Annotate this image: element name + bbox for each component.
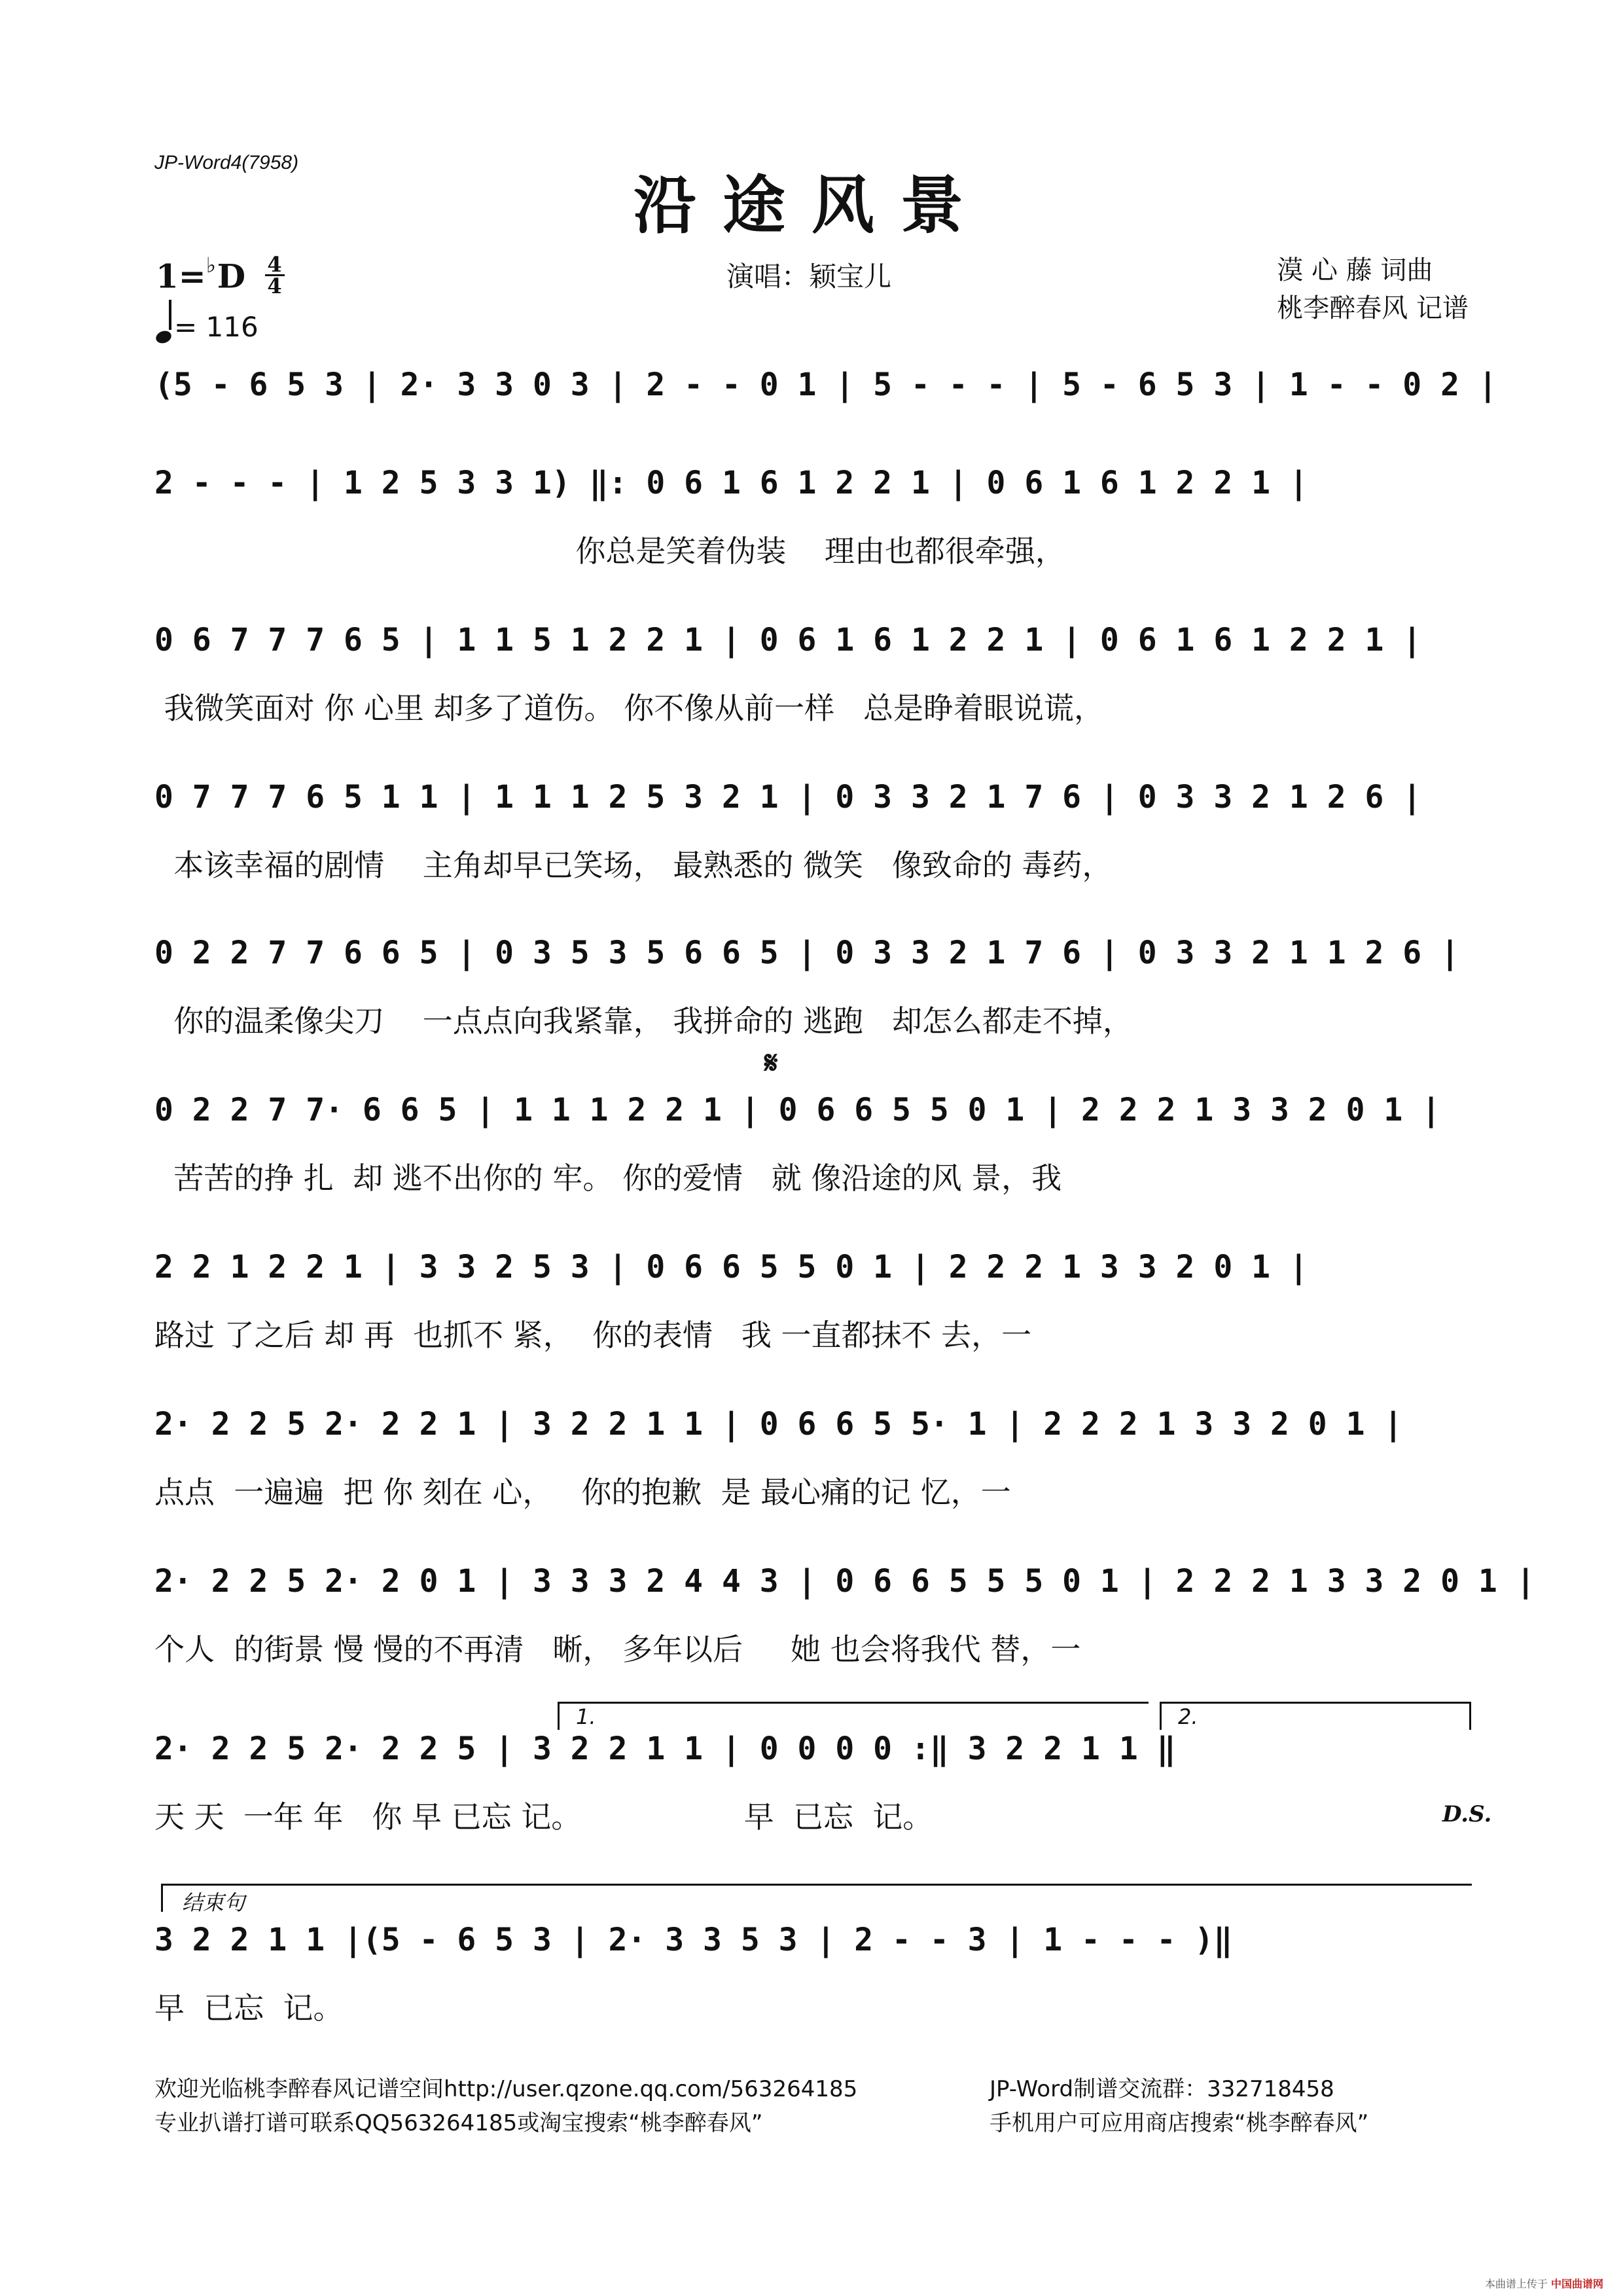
notation-line: 2· 2 2 5 2· 2 0 1 | 3 3 3 2 4 4 3 | 0 6 6 5 5 5 0 1 | 2 2 2 1 3 3 2 0 1 | [154,1563,1535,1600]
dal-segno-mark: D.S. [1442,1801,1492,1827]
score-system-11 [154,1922,1478,2028]
score-system-4 [154,779,1478,885]
singer: 演唱：颖宝儿 [726,260,892,293]
notation-line: 0 7 7 7 6 5 1 1 | 1 1 1 2 5 3 2 1 | 0 3 3 2 1 7 6 | 0 3 3 2 1 2 6 | [154,779,1422,816]
lyric-line: 天 天 一年 年 你 早 已忘 记。 早 已忘 记。 [154,1799,933,1835]
notation-line: 2 - - - | 1 2 5 3 3 1) ‖: 0 6 1 6 1 2 2 1 | 0 6 1 6 1 2 2 1 | [154,465,1308,501]
ending-bracket-2 [1160,1702,1471,1730]
note-stem-icon [169,300,171,330]
lyric-line: 我微笑面对 你 心里 却多了道伤。 你不像从前一样 总是睁着眼说谎， [154,691,1104,726]
lyric-line: 点点 一遍遍 把 你 刻在 心， 你的抱歉 是 最心痛的记 忆，一 [154,1475,1011,1510]
score-system-6 [154,1092,1478,1198]
notation-line: 2· 2 2 5 2· 2 2 1 | 3 2 2 1 1 | 0 6 6 5 5· 1 | 2 2 2 1 3 3 2 0 1 | [154,1406,1403,1443]
score-system-8 [154,1406,1478,1512]
key-note: D [217,257,246,296]
score-system-9 [154,1563,1535,1669]
lyric-line: 你的温柔像尖刀 一点点向我紧靠， 我拼命的 逃跑 却怎么都走不掉， [154,1003,1133,1039]
quarter-note-icon [154,329,173,345]
transcriber: 桃李醉春风 记谱 [1277,293,1469,323]
time-signature [265,252,285,299]
footer-website: 欢迎光临桃李醉春风记谱空间http://user.qzone.qq.com/563264185 [154,2076,858,2102]
footer-left [154,2072,857,2140]
time-bottom: 4 [267,274,282,299]
notation-line: 3 2 2 1 1 |(5 - 6 5 3 | 2· 3 3 5 3 | 2 - - 3 | 1 - - - )‖ [154,1922,1233,1958]
score-system-5 [154,935,1478,1041]
score-system-2 [154,465,1478,571]
ending-phrase-bracket [161,1884,1472,1912]
flat-sign: ♭ [205,253,216,278]
notation-line: (5 - 6 5 3 | 2· 3 3 0 3 | 2 - - 0 1 | 5 - - - | 5 - 6 5 3 | 1 - - 0 2 | [154,367,1497,403]
lyric-line: 个人 的街景 慢 慢的不再清 晰， 多年以后 她 也会将我代 替，一 [154,1632,1081,1667]
notation-line: 0 2 2 7 7· 6 6 5 | 1 1 1 2 2 1 | 0 6 6 5 5 0 1 | 2 2 2 1 3 3 2 0 1 | [154,1092,1441,1128]
software-version: JP-Word4(7958) [154,152,299,173]
credits [1277,251,1469,327]
watermark-brand: 中国曲谱网 [1550,2278,1603,2290]
lyric-line: 你总是笑着伪装 理由也都很牵强， [154,533,1065,569]
score-system-3 [154,622,1478,728]
notation-line: 2· 2 2 5 2· 2 2 5 | 3 2 2 1 1 | 0 0 0 0 :‖ 3 2 2 1 1 ‖ [154,1731,1176,1767]
footer-contact: 专业扒谱打谱可联系QQ563264185或淘宝搜索“桃李醉春风” [154,2110,763,2136]
time-top: 4 [267,252,282,278]
lyric-line: 苦苦的挣 扎 却 逃不出你的 牢。 你的爱情 就 像沿途的风 景，我 [154,1160,1062,1196]
key-signature [156,252,285,300]
key-prefix: 1= [156,257,206,296]
footer-app: 手机用户可应用商店搜索“桃李醉春风” [990,2110,1369,2136]
ending-bracket-1 [558,1702,1149,1730]
ending-label-2: 2. [1178,1704,1198,1729]
notation-line: 2 2 1 2 2 1 | 3 3 2 5 3 | 0 6 6 5 5 0 1 | 2 2 2 1 3 3 2 0 1 | [154,1249,1308,1285]
notation-line: 0 2 2 7 7 6 6 5 | 0 3 5 3 5 6 6 5 | 0 3 3 2 1 7 6 | 0 3 3 2 1 1 2 6 | [154,935,1459,971]
lyric-line: 早 已忘 记。 [154,1990,344,2026]
composer: 漠 心 藤 词曲 [1277,255,1433,285]
segno-sign: 𝄋 [764,1045,778,1081]
tempo-value: = 116 [174,311,259,343]
lyric-line: 路过 了之后 却 再 也抓不 紧， 你的表情 我 一直都抹不 去，一 [154,1318,1032,1353]
lyric-line: 本该幸福的剧情 主角却早已笑场， 最熟悉的 微笑 像致命的 毒药， [154,848,1113,883]
watermark-text: 本曲谱上传于 [1484,2278,1548,2290]
footer-group: JP-Word制谱交流群：332718458 [990,2076,1334,2102]
tempo-marking [156,306,259,343]
score-system-1 [154,367,1497,429]
score-system-10 [154,1731,1478,1837]
ending-label-1: 1. [576,1704,596,1729]
notation-line: 0 6 7 7 7 6 5 | 1 1 5 1 2 2 1 | 0 6 1 6 1 2 2 1 | 0 6 1 6 1 2 2 1 | [154,622,1422,658]
score-system-7 [154,1249,1478,1355]
song-title: 沿途风景 [633,168,990,242]
upload-watermark [1485,2276,1603,2291]
ending-phrase-label: 结束句 [182,1890,245,1915]
footer-right [990,2072,1368,2140]
